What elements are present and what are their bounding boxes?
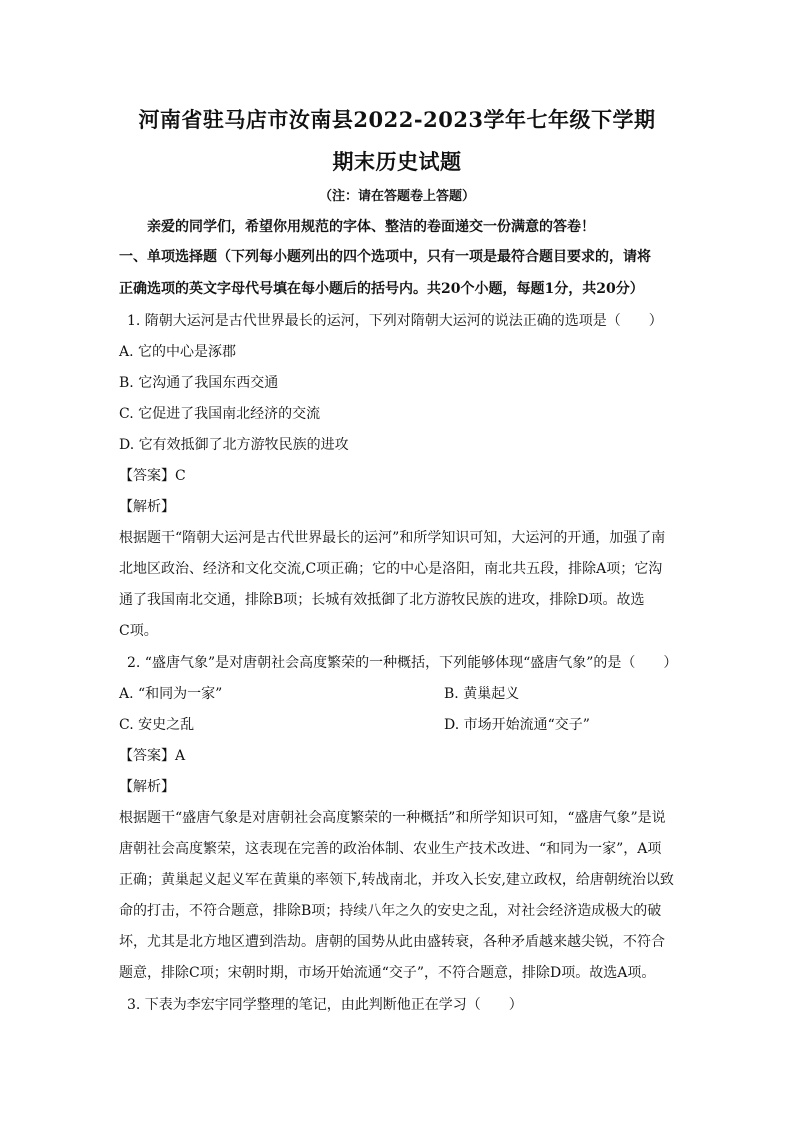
question-2-analysis-line: 坏，尤其是北方地区遭到浩劫。唐朝的国势从此由盛转衰，各种矛盾越来越尖锐，不符合 — [119, 934, 665, 950]
question-1-answer: 【答案】C — [119, 468, 186, 484]
question-1-analysis-line: 北地区政治、经济和文化交流,C项正确；它的中心是洛阳，南北共五段，排除A项；它沟 — [119, 561, 663, 577]
question-1-stem: 1. 隋朝大运河是古代世界最长的运河，下列对隋朝大运河的说法正确的选项是（ ） — [127, 313, 663, 329]
question-2-option-c: C. 安史之乱 — [119, 717, 195, 733]
exam-title-line2: 期末历史试题 — [332, 149, 462, 174]
question-2-analysis-line: 唐朝社会高度繁荣，这表现在完善的政治体制、农业生产技术改进、“和同为一家”，A项 — [119, 841, 662, 857]
question-2-option-b: B. 黄巢起义 — [444, 686, 520, 702]
question-1-option-d: D. 它有效抵御了北方游牧民族的进攻 — [119, 437, 349, 453]
exam-title-line1: 河南省驻马店市汝南县2022-2023学年七年级下学期 — [138, 107, 656, 132]
question-2-answer: 【答案】A — [119, 748, 186, 764]
exam-intro: 亲爱的同学们，希望你用规范的字体、整洁的卷面递交一份满意的答卷！ — [147, 219, 595, 235]
question-2-analysis-line: 题意，排除C项；宋朝时期，市场开始流通“交子”，不符合题意，排除D项。故选A项。 — [119, 965, 656, 981]
question-1-option-c: C. 它促进了我国南北经济的交流 — [119, 406, 321, 422]
question-2-stem: 2. “盛唐气象”是对唐朝社会高度繁荣的一种概括，下列能够体现“盛唐气象”的是（ ） — [127, 655, 678, 671]
question-1-analysis-label: 【解析】 — [119, 499, 175, 515]
question-2-analysis-label: 【解析】 — [119, 779, 175, 795]
question-1-analysis-line: 通了我国南北交通，排除B项；长城有效抵御了北方游牧民族的进攻，排除D项。故选 — [119, 592, 645, 608]
question-1-option-b: B. 它沟通了我国东西交通 — [119, 375, 279, 391]
question-3-stem: 3. 下表为李宏宇同学整理的笔记，由此判断他正在学习（ ） — [127, 997, 523, 1013]
question-2-analysis-line: 根据题干“盛唐气象是对唐朝社会高度繁荣的一种概括”和所学知识可知，“盛唐气象”是说 — [119, 810, 666, 826]
question-2-analysis-line: 正确；黄巢起义起义军在黄巢的率领下,转战南北，并攻入长安,建立政权，给唐朝统治以致 — [119, 872, 674, 888]
exam-note: （注：请在答题卷上答题） — [318, 189, 475, 204]
section-heading-line2: 正确选项的英文字母代号填在每小题后的括号内。共20个小题，每题1分，共20分） — [119, 281, 644, 297]
question-2-option-d: D. 市场开始流通“交子” — [444, 717, 590, 733]
question-2-analysis-line: 命的打击，不符合题意，排除B项；持续八年之久的安史之乱，对社会经济造成极大的破 — [119, 903, 662, 919]
question-1-analysis-line: 根据题干“隋朝大运河是古代世界最长的运河”和所学知识可知，大运河的开通，加强了南 — [119, 530, 666, 546]
question-2-option-a: A. “和同为一家” — [119, 686, 223, 702]
question-1-analysis-line: C项。 — [119, 623, 158, 639]
question-1-option-a: A. 它的中心是涿郡 — [119, 344, 237, 360]
section-heading-line1: 一、单项选择题（下列每小题列出的四个选项中，只有一项是最符合题目要求的，请将 — [119, 249, 651, 265]
